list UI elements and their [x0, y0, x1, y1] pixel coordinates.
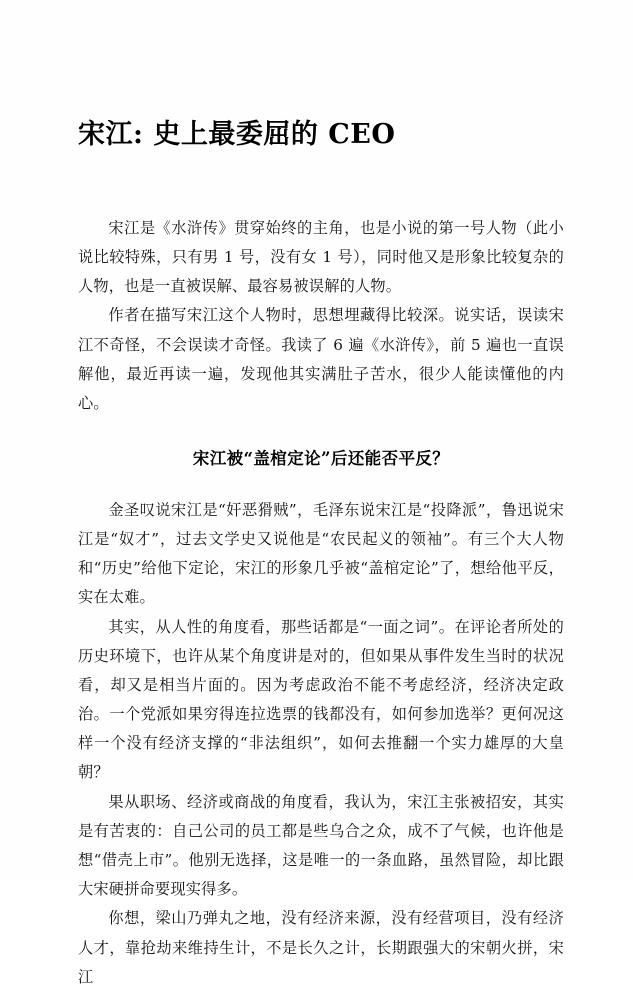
body-paragraph: 作者在描写宋江这个人物时，思想埋藏得比较深。说实话，误读宋江不奇怪，不会误读才奇怪。我读了 6 遍《水浒传》，前 5 遍也一直误解他，最近再读一遍，发现他其实满肚子苦水，很少人能读懂他的内心。	[78, 306, 564, 412]
page-content	[78, 118, 564, 992]
section-heading: 宋江被“盖棺定论”后还能否平反？	[192, 449, 450, 469]
body-paragraph: 果从职场、经济或商战的角度看，我认为，宋江主张被招安，其实是有苦衷的：自己公司的员工都是些乌合之众，成不了气候，也许他是想“借壳上市”。他别无选择，这是唯一的一条血路，虽然冒险，却比跟大宋硬拼命要现实得多。	[78, 792, 564, 899]
body-paragraph: 你想，梁山乃弹丸之地，没有经济来源，没有经营项目，没有经济人才，靠抢劫来维持生计，不是长久之计，长期跟强大的宋朝火拼，宋江	[78, 909, 564, 986]
body-paragraph: 金圣叹说宋江是“奸恶猾贼”，毛泽东说宋江是“投降派”，鲁迅说宋江是“奴才”，过去文学史又说他是“农民起义的领袖”。有三个大人物和“历史”给他下定论，宋江的形象几乎被“盖棺定论”了，想给他平反，实在太难。	[78, 500, 564, 607]
page-title: 宋江: 史上最委屈的 CEO	[78, 119, 396, 150]
body-paragraph: 宋江是《水浒传》贯穿始终的主角，也是小说的第一号人物（此小说比较特殊，只有男 1 号，没有女 1 号），同时他又是形象比较复杂的人物，也是一直被误解、最容易被误解的人物。	[78, 218, 564, 296]
body-paragraph: 其实，从人性的角度看，那些话都是“一面之词”。在评论者所处的历史环境下，也许从某个角度讲是对的，但如果从事件发生当时的状况看，却又是相当片面的。因为考虑政治不能不考虑经济，经济决定政治。一个党派如果穷得连拉选票的钱都没有，如何参加选举？更何况这样一个没有经济支撑的“非法组织”，如何去推翻一个实力雄厚的大皇朝？	[78, 617, 564, 782]
